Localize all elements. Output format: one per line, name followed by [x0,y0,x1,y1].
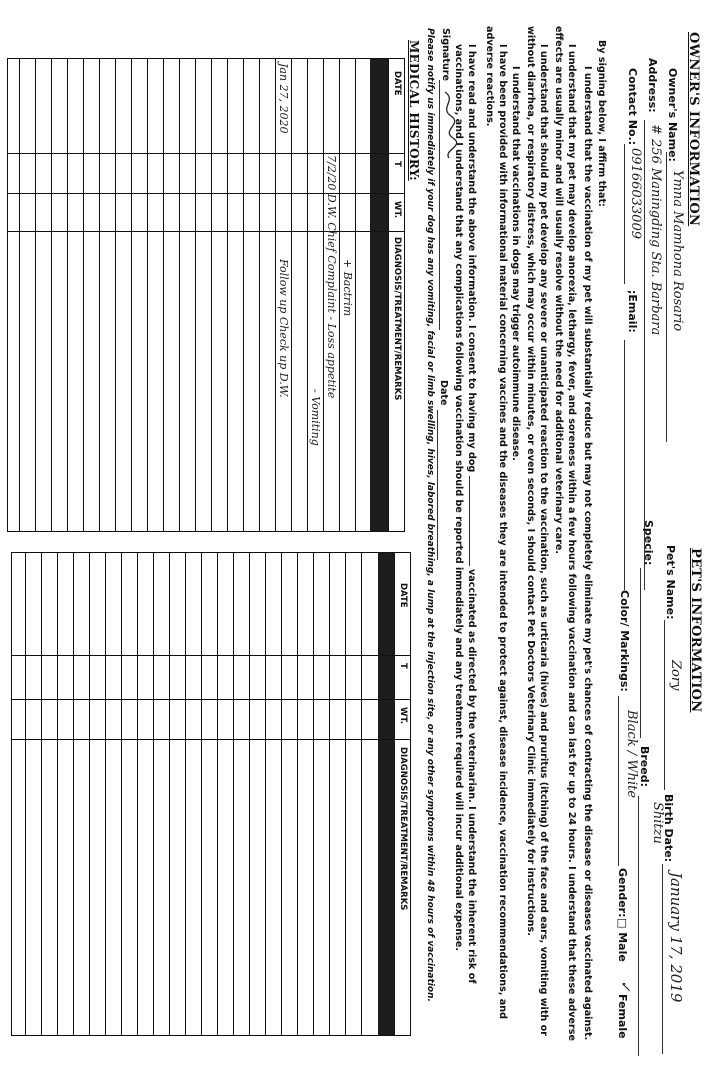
consent-paragraph-3: I understand that should my pet develop any severe or unanticipated reaction to the vaccination, such as urticaria (hives) and pruritus (itching) of the face and ears, vomiting with or without diarrhea, or respiratory distress, which may occur within minutes, or even seconds, I should contact Pet Doctors Veterinary Clinic immediately for instructions. [525,26,549,1036]
row-line [169,553,170,1035]
owner-name-label: Owner's Name: [666,68,679,162]
row-line [233,553,234,1035]
medical-note-4: - Vomiting [309,389,322,446]
owner-section-title: OWNER'S INFORMATION [686,32,701,227]
birth-date-label: Birth Date: [662,794,675,863]
breed-label: Breed: [638,746,651,788]
owner-email-label: ;Email: [626,290,639,333]
medical-note-3: 7/2/20 D.W. Chief Complaint - Loss appetite [325,155,338,399]
col-t: T [398,663,408,669]
medical-table-right [11,552,411,1036]
pet-name-label: Pet's Name: [664,545,677,620]
col-t: T [392,161,402,167]
row-line [83,59,84,531]
row-line [265,553,266,1035]
row-line [345,553,346,1035]
row-line [35,59,36,531]
row-line [137,553,138,1035]
breed-value: Shitzu [650,802,665,844]
consent-p6-start: I have read and understand the above information. I consent to having my dog [466,44,477,473]
row-line [41,553,42,1035]
medical-history-title: MEDICAL HISTORY: [407,40,421,181]
date-label: Date [438,380,449,406]
pet-name-value: Zory [668,660,683,691]
col-divider [12,699,410,700]
row-line [281,553,282,1035]
color-markings-value: Black / White [624,710,639,799]
gender-female-option: Female [616,994,629,1039]
row-line [99,59,100,531]
date-line [437,410,449,560]
right-scan-band [378,553,394,1035]
gender-label: Gender: [616,868,629,918]
medical-note-5: Jan 27, 2020 [277,63,290,134]
row-line [51,59,52,531]
row-line [211,59,212,531]
row-line [115,59,116,531]
gender-male-option: □ Male [616,918,629,962]
row-line [227,59,228,531]
row-line [73,553,74,1035]
col-divider [12,655,410,656]
medical-note-1: - No history of Deworming [356,239,369,388]
medical-table-left [7,58,405,532]
owner-email-line [624,340,641,590]
row-line [57,553,58,1035]
row-line [67,59,68,531]
row-line [259,59,260,531]
gender-female-checkmark: ✓ [617,980,633,992]
row-line [179,59,180,531]
col-wt: WT. [392,201,402,219]
owner-contact-label: Contact No.: [626,68,639,146]
owner-address-value: # 256 Maningding Sta. Barbara [648,124,663,336]
row-line [313,553,314,1035]
row-line [275,59,276,531]
dog-name-blank [469,476,479,566]
consent-paragraph-6 [452,44,479,1048]
row-line [153,553,154,1035]
row-line [185,553,186,1035]
row-line [105,553,106,1035]
col-date: DATE [398,583,408,608]
signature-scribble [437,90,459,160]
pet-name-line [664,620,681,790]
owner-address-label: Address: [646,58,659,113]
owner-name-value: Ymna Mamhona Rosario [670,170,685,332]
row-line [201,553,202,1035]
signature-label: Signature [440,28,451,82]
row-line [195,59,196,531]
consent-p6-end: vaccinated as directed by the veterinarian. I understand the inherent risk of vaccinations, and I understand that any complications following vaccination should be reported immediately and any treatment required will incur additional expense. [453,44,477,984]
row-line [323,59,324,531]
owner-contact-value: 09166033009 [628,148,643,239]
row-line [339,59,340,531]
row-line [329,553,330,1035]
col-diagnosis: DIAGNOSIS/TREATMENT/REMARKS [392,237,402,401]
row-line [131,59,132,531]
consent-paragraph-1: I understand that the vaccination of my pet will substantially reduce but may not completely eliminate my pet's chances of contracting the disease or diseases vaccinated against. [582,66,593,1041]
col-diagnosis: DIAGNOSIS/TREATMENT/REMARKS [398,747,408,911]
col-divider [12,739,410,740]
row-line [217,553,218,1035]
consent-paragraph-5: I have been provided with informational material concerning vaccines and the diseases they are intended to protect against, disease incidence, vaccination recommendations, and adverse reactions. [484,26,508,1019]
col-date: DATE [392,71,402,96]
row-line [297,553,298,1035]
specie-label: Specie: [642,520,655,566]
medical-table-right-header [394,553,410,1035]
pet-section-title: PET'S INFORMATION [688,548,703,713]
birth-date-value: January 17, 2019 [667,872,685,1003]
left-scan-band [370,59,388,531]
row-line [25,553,26,1035]
row-line [163,59,164,531]
col-wt: WT. [398,707,408,725]
row-line [147,59,148,531]
medical-note-2: + Bactrim [341,259,354,317]
medical-note-6: Follow up Check up D.W. [277,259,290,398]
row-line [249,553,250,1035]
row-line [89,553,90,1035]
color-markings-label: Color/ Markings: [618,590,631,692]
notice-text: Please notify us immediately if your dog has any vomiting, facial or limb swelling, hives, labored breathing, a lump at the injection site, or any other symptoms within 48 hours of vaccination. [425,28,435,1002]
row-line [361,553,362,1035]
row-line [307,59,308,531]
consent-paragraph-4: I understand that vaccinations in dogs may trigger autoimmune disease. [510,66,521,461]
row-line [243,59,244,531]
row-line [291,59,292,531]
consent-paragraph-2: I understand that my pet may develop anorexia, lethargy, fever, and soreness within a few hours following vaccination and can last for up to 24 hours. I understand that these adverse effects are usually minor and will usually resolve without the need for additional veterinary care. [553,26,577,1041]
consent-intro: By signing below, I affirm that: [596,40,607,207]
specie-line [640,568,657,738]
row-line [121,553,122,1035]
row-line [19,59,20,531]
medical-table-left-header [388,59,404,531]
